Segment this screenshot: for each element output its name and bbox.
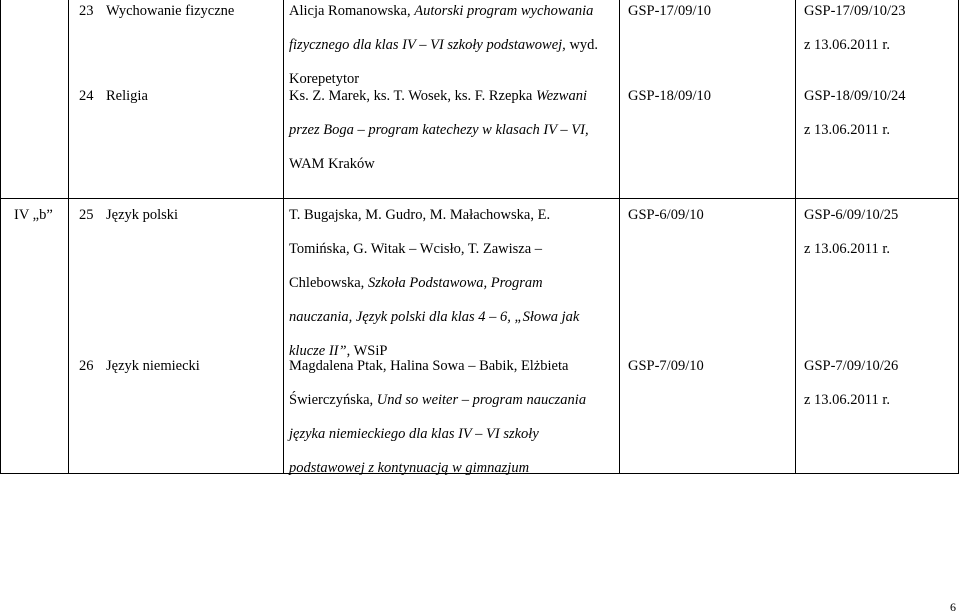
text-line: [289, 122, 589, 156]
class-label: IV „b”: [14, 207, 53, 223]
approval-line: GSP-18/09/10/24: [804, 88, 906, 104]
column-divider-class: [68, 0, 69, 474]
italic-text-run: przez Boga – program katechezy w klasach IV – VI,: [289, 122, 589, 138]
approval-line: GSP-7/09/10/26: [804, 358, 899, 374]
table-border-right: [958, 0, 959, 474]
program-author-description: [289, 88, 589, 190]
text-line: [289, 156, 589, 190]
column-divider-subject: [283, 0, 284, 474]
row-number: 24: [79, 88, 94, 104]
text-line: [289, 207, 579, 241]
text-run: Ks. Z. Marek, ks. T. Wosek, ks. F. Rzepka: [289, 88, 536, 104]
text-run: Chlebowska,: [289, 275, 368, 291]
text-run: Tomińska, G. Witak – Wcisło, T. Zawisza –: [289, 241, 543, 257]
text-run: T. Bugajska, M. Gudro, M. Małachowska, E.: [289, 207, 551, 223]
text-run: Alicja Romanowska,: [289, 3, 415, 19]
program-code: GSP-17/09/10: [628, 3, 711, 19]
text-line: [289, 309, 579, 343]
italic-text-run: podstawowej z kontynuacją w gimnazjum: [289, 460, 530, 476]
approval-number: [804, 207, 898, 275]
text-line: [289, 3, 598, 37]
italic-text-run: Wezwani: [535, 88, 587, 104]
italic-text-run: nauczania, Język polski dla klas 4 – 6, „Słowa jak: [289, 309, 580, 325]
approval-line: z 13.06.2011 r.: [804, 241, 891, 257]
approval-line: GSP-6/09/10/25: [804, 207, 899, 223]
subject-name: Język niemiecki: [106, 358, 200, 374]
row-number: 23: [79, 3, 94, 19]
text-run: Magdalena Ptak, Halina Sowa – Babik, Elżbieta: [289, 358, 569, 374]
text-line: [289, 460, 586, 494]
approval-number: [804, 88, 906, 156]
table-border-left: [0, 0, 1, 474]
text-line: [289, 392, 586, 426]
row-number: 26: [79, 358, 94, 374]
approval-number: [804, 358, 898, 426]
approval-number: [804, 3, 906, 71]
italic-text-run: fizycznego dla klas IV – VI szkoły podstawowej,: [289, 37, 566, 53]
text-line: [289, 88, 589, 122]
text-run: Korepetytor: [289, 71, 360, 87]
text-run: , WSiP: [346, 343, 388, 359]
approval-line: z 13.06.2011 r.: [804, 37, 891, 53]
row-number: 25: [79, 207, 94, 223]
text-run: Świerczyńska,: [289, 392, 377, 408]
text-line: [289, 275, 579, 309]
program-code: GSP-18/09/10: [628, 88, 711, 104]
page-number: 6: [950, 600, 956, 614]
subject-name: Język polski: [106, 207, 179, 223]
italic-text-run: Autorski program wychowania: [414, 3, 594, 19]
approval-line: z 13.06.2011 r.: [804, 122, 891, 138]
text-line: [289, 358, 586, 392]
text-line: [289, 37, 598, 71]
subject-name: Religia: [106, 88, 148, 104]
text-run: wyd.: [565, 37, 599, 53]
approval-line: GSP-17/09/10/23: [804, 3, 906, 19]
text-line: [289, 426, 586, 460]
text-run: WAM Kraków: [289, 156, 375, 172]
program-code: GSP-6/09/10: [628, 207, 704, 223]
program-code: GSP-7/09/10: [628, 358, 704, 374]
class-section-divider: [0, 198, 959, 199]
italic-text-run: klucze II”: [289, 343, 347, 359]
subject-name: Wychowanie fizyczne: [106, 3, 235, 19]
column-divider-author: [619, 0, 620, 474]
italic-text-run: Szkoła Podstawowa, Program: [367, 275, 543, 291]
program-author-description: [289, 358, 586, 494]
italic-text-run: języka niemieckiego dla klas IV – VI szkoły: [289, 426, 539, 442]
column-divider-program: [795, 0, 796, 474]
program-author-description: [289, 207, 579, 377]
text-line: [289, 241, 579, 275]
italic-text-run: Und so weiter – program nauczania: [376, 392, 587, 408]
approval-line: z 13.06.2011 r.: [804, 392, 891, 408]
